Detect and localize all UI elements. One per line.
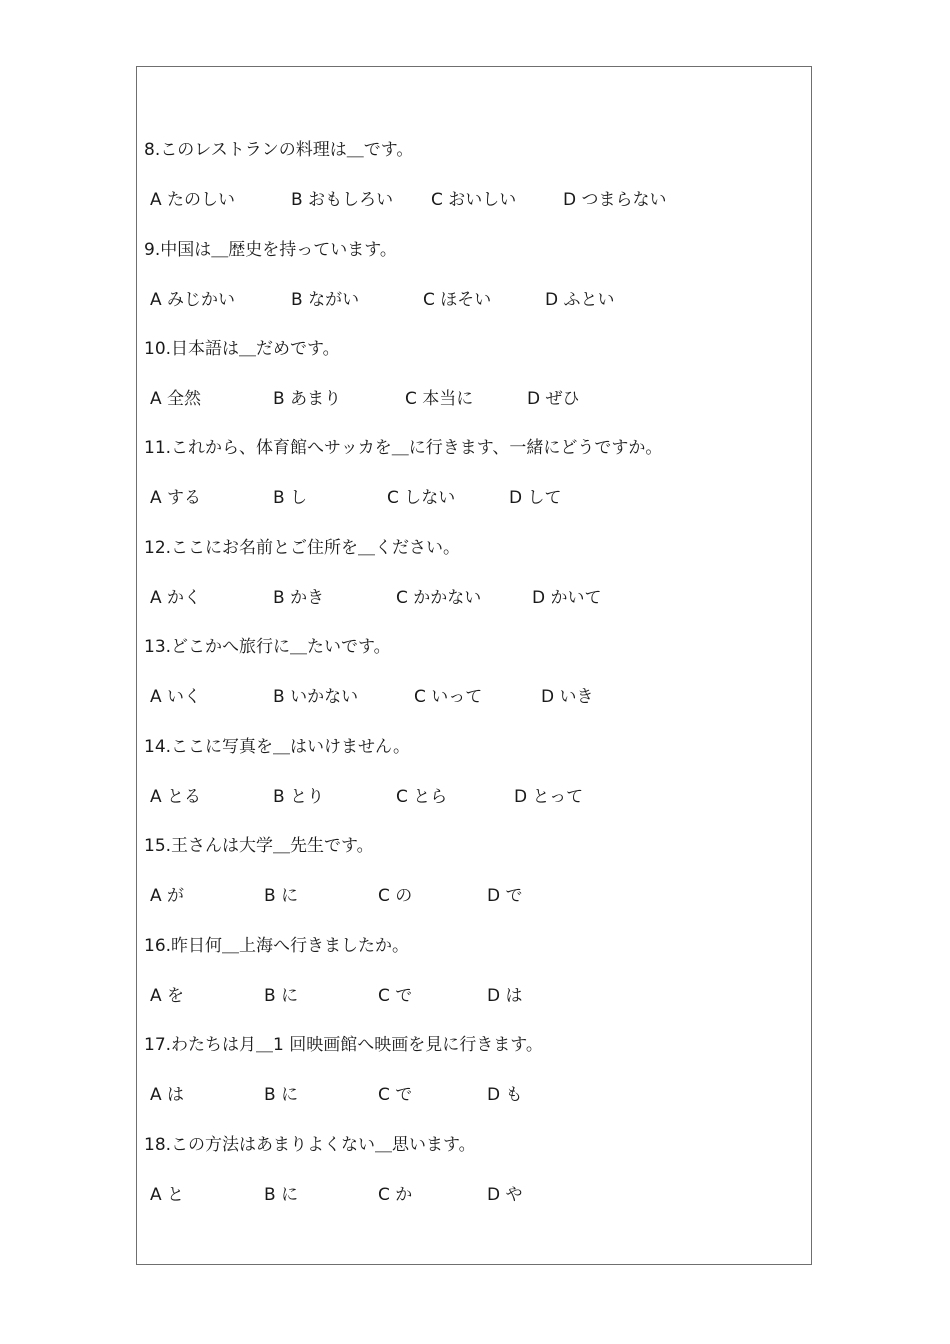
option-d: D いき [541,687,594,707]
option-b: B おもしろい [291,190,394,210]
option-b: B ながい [291,290,360,310]
option-a: A 全然 [150,389,202,409]
option-d: D は [487,986,523,1006]
option-d: D かいて [532,588,602,608]
option-b: B とり [273,787,325,807]
question-10: 10.日本語は＿だめです。 [144,339,340,359]
option-a: A する [150,488,202,508]
option-c: C いって [414,687,483,707]
option-d: D も [487,1085,523,1105]
question-14: 14.ここに写真を＿はいけません。 [144,737,411,757]
question-13: 13.どこかへ旅行に＿たいです。 [144,637,391,657]
option-a: A とる [150,787,202,807]
option-c: C おいしい [431,190,517,210]
question-12: 12.ここにお名前とご住所を＿ください。 [144,538,461,558]
option-d: D ぜひ [527,389,580,409]
option-b: B に [264,1185,299,1205]
option-c: C とら [396,787,448,807]
option-a: A たのしい [150,190,236,210]
option-b: B かき [273,588,325,608]
option-a: A かく [150,588,202,608]
option-c: C かかない [396,588,482,608]
option-d: D や [487,1185,523,1205]
question-16: 16.昨日何＿上海へ行きましたか。 [144,936,410,956]
option-d: D して [509,488,562,508]
option-a: A と [150,1185,185,1205]
question-18: 18.この方法はあまりよくない＿思います。 [144,1135,476,1155]
option-a: A を [150,986,185,1006]
option-b: B いかない [273,687,359,707]
option-c: C で [378,986,413,1006]
option-b: B し [273,488,308,508]
option-d: D ふとい [545,290,615,310]
option-c: C 本当に [405,389,474,409]
question-11: 11.これから、体育館へサッカを＿に行きます、一緒にどうですか。 [144,438,663,458]
option-b: B に [264,1085,299,1105]
option-b: B に [264,886,299,906]
option-a: A が [150,886,185,906]
question-9: 9.中国は＿歴史を持っています。 [144,240,397,260]
option-a: A みじかい [150,290,236,310]
option-c: C ほそい [423,290,492,310]
question-8: 8.このレストランの料理は＿です。 [144,140,414,160]
option-c: C か [378,1185,413,1205]
option-b: B あまり [273,389,342,409]
option-a: A いく [150,687,202,707]
question-17: 17.わたちは月＿1 回映画館へ映画を見に行きます。 [144,1035,543,1055]
option-c: C しない [387,488,456,508]
option-a: A は [150,1085,185,1105]
option-c: C で [378,1085,413,1105]
option-d: D とって [514,787,584,807]
option-b: B に [264,986,299,1006]
option-d: D で [487,886,523,906]
option-c: C の [378,886,413,906]
option-d: D つまらない [563,190,667,210]
question-15: 15.王さんは大学＿先生です。 [144,836,374,856]
